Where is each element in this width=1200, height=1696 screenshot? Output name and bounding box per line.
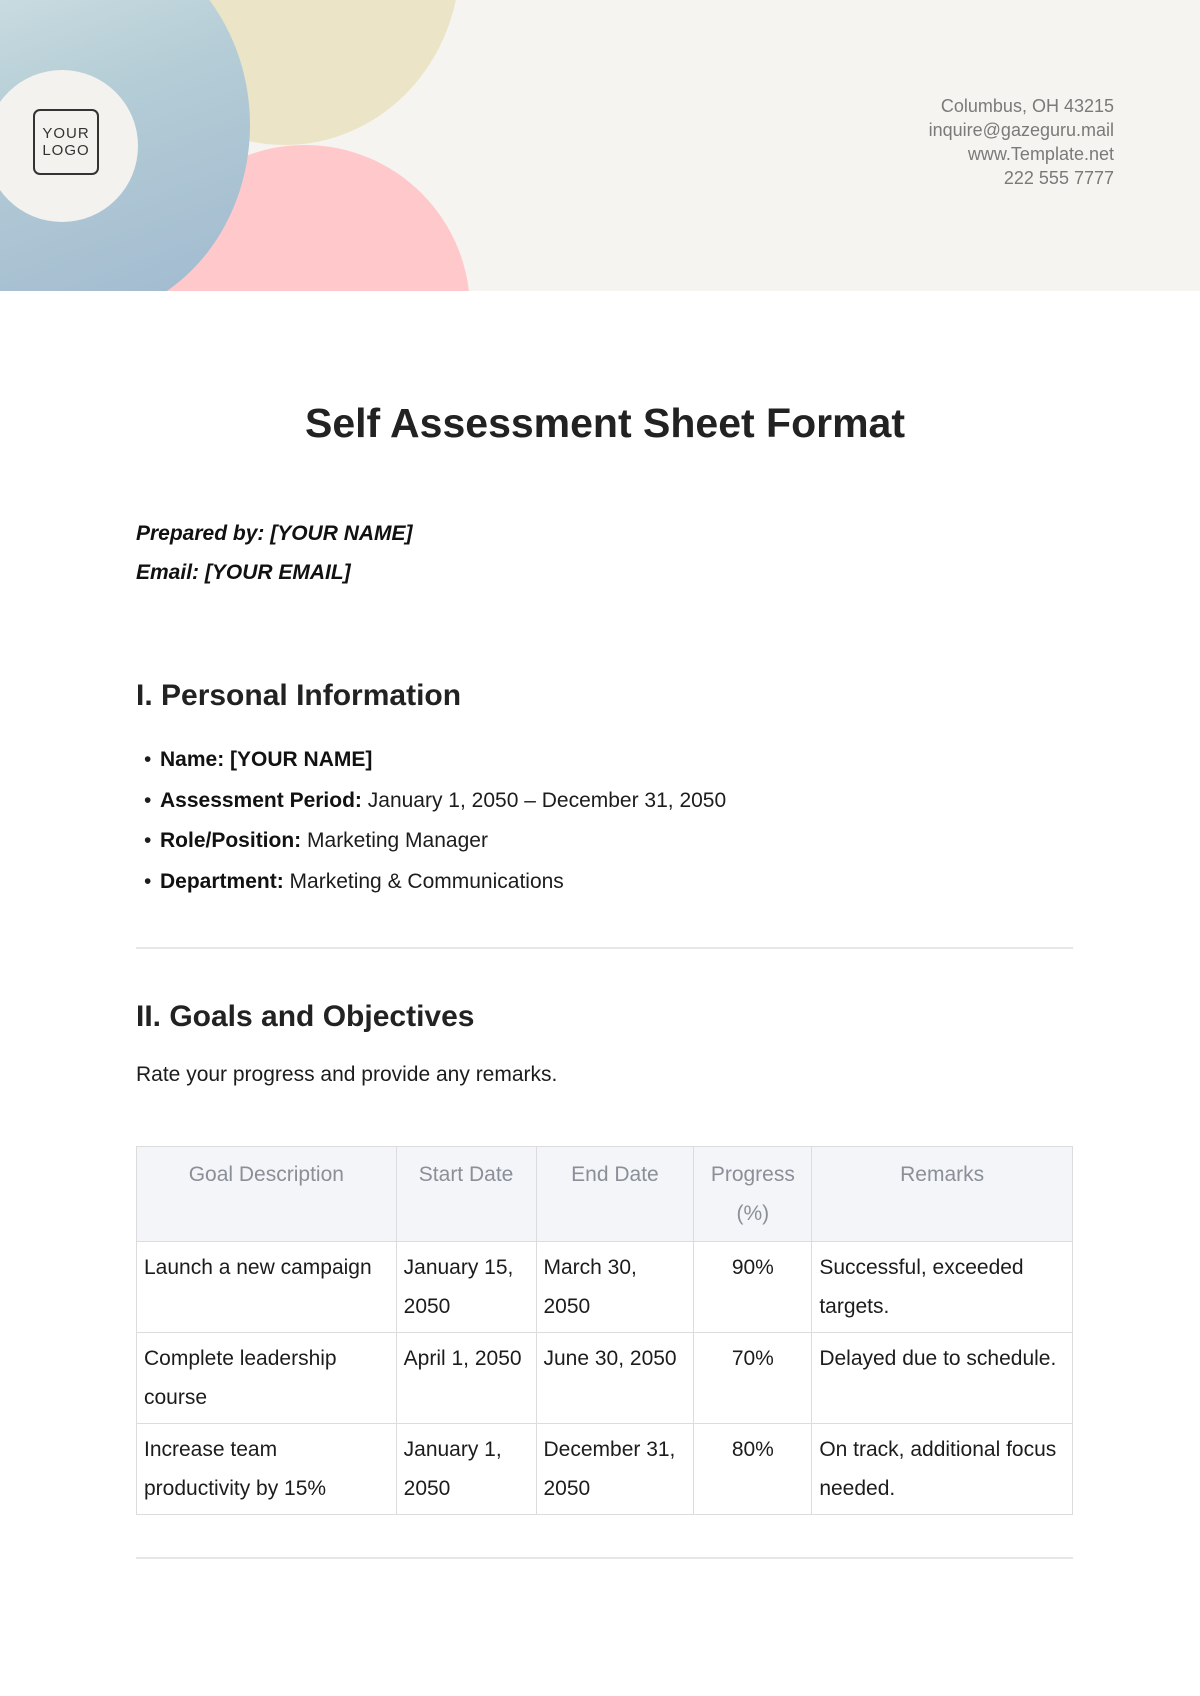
cell-progress: 80% bbox=[694, 1424, 812, 1515]
table-row bbox=[137, 1333, 1073, 1424]
contact-website: www.Template.net bbox=[967, 144, 1114, 164]
prepared-email: Email: [YOUR EMAIL] bbox=[136, 561, 351, 584]
column-header-remarks: Remarks bbox=[812, 1147, 1073, 1242]
logo-line-2: LOGO bbox=[42, 142, 90, 159]
column-header-goal: Goal Description bbox=[137, 1147, 397, 1242]
contact-phone: 222 555 7777 bbox=[1003, 168, 1114, 188]
cell-goal: Complete leadership course bbox=[137, 1333, 397, 1424]
logo bbox=[33, 109, 99, 175]
table-row bbox=[137, 1424, 1073, 1515]
cell-start-date: January 1, 2050 bbox=[396, 1424, 536, 1515]
personal-info-list bbox=[144, 740, 726, 902]
cell-end-date: March 30, 2050 bbox=[536, 1242, 694, 1333]
table-header-row bbox=[137, 1147, 1073, 1242]
list-item: • Department: Marketing & Communications bbox=[144, 869, 564, 893]
info-value: January 1, 2050 – December 31, 2050 bbox=[367, 788, 727, 812]
section-heading-goals: II. Goals and Objectives bbox=[136, 1000, 475, 1033]
info-label: Department: bbox=[160, 869, 284, 893]
column-header-start-date: Start Date bbox=[396, 1147, 536, 1242]
document-meta bbox=[136, 514, 413, 592]
contact-email: inquire@gazeguru.mail bbox=[928, 120, 1114, 140]
logo-line-1: YOUR bbox=[42, 125, 90, 142]
cell-start-date: April 1, 2050 bbox=[396, 1333, 536, 1424]
cell-start-date: January 15, 2050 bbox=[396, 1242, 536, 1333]
page-title: Self Assessment Sheet Format bbox=[304, 400, 906, 446]
cell-end-date: December 31, 2050 bbox=[536, 1424, 694, 1515]
cell-remarks: Delayed due to schedule. bbox=[812, 1333, 1073, 1424]
info-label: Role/Position: bbox=[160, 829, 302, 852]
cell-remarks: On track, additional focus needed. bbox=[812, 1424, 1073, 1515]
section-heading-personal-information: I. Personal Information bbox=[136, 679, 462, 712]
list-item: • Assessment Period: January 1, 2050 – December 31, 2050 bbox=[144, 788, 727, 812]
goals-intro: Rate your progress and provide any remarks. bbox=[136, 1063, 558, 1086]
section-divider bbox=[136, 1557, 1073, 1559]
contact-address: Columbus, OH 43215 bbox=[940, 96, 1114, 116]
section-divider bbox=[136, 947, 1073, 949]
list-item: • Role/Position: Marketing Manager bbox=[144, 829, 488, 852]
cell-end-date: June 30, 2050 bbox=[536, 1333, 694, 1424]
goals-table bbox=[136, 1146, 1073, 1515]
cell-remarks: Successful, exceeded targets. bbox=[812, 1242, 1073, 1333]
contact-block bbox=[929, 94, 1114, 190]
column-header-end-date: End Date bbox=[536, 1147, 694, 1242]
cell-goal: Launch a new campaign bbox=[137, 1242, 397, 1333]
cell-progress: 70% bbox=[694, 1333, 812, 1424]
cell-progress: 90% bbox=[694, 1242, 812, 1333]
header-banner bbox=[0, 0, 1200, 291]
column-header-progress: Progress (%) bbox=[694, 1147, 812, 1242]
table-row bbox=[137, 1242, 1073, 1333]
prepared-by: Prepared by: [YOUR NAME] bbox=[136, 522, 413, 545]
info-value: Marketing Manager bbox=[307, 829, 488, 852]
info-label: Name: [YOUR NAME] bbox=[160, 748, 373, 771]
list-item: • Name: [YOUR NAME] bbox=[144, 748, 373, 771]
info-label: Assessment Period: bbox=[160, 788, 362, 812]
info-value: Marketing & Communications bbox=[289, 869, 564, 893]
cell-goal: Increase team productivity by 15% bbox=[137, 1424, 397, 1515]
